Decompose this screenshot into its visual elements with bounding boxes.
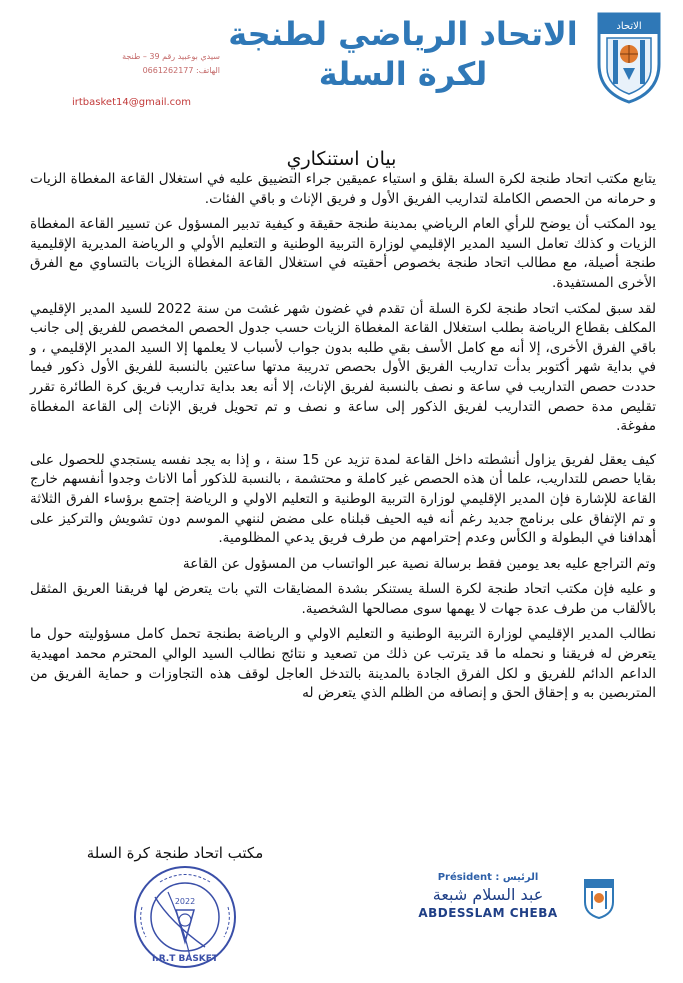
paragraph: وتم التراجع عليه بعد يومين فقط برسالة نصية عبر الواتساب من المسؤول عن القاعة — [182, 555, 656, 572]
stamp-text: I.R.T BASKET — [151, 954, 219, 964]
paragraph: نطالب المدير الإقليمي لوزارة التربية الوطنية و التعليم الاولي و الرياضة بطنجة تحمل كامل مسؤوليته حول ما يتعرض له فريقنا و نحمله ما قد يترتب عن ذلك من تصعيد و نتائج نطالب السيد الوالي المحترم محمد امهيدية الداعم الدائم للفريق و لكل الفرق الجادة بالمدينة بالتدخل العاجل لوقف هذه التجاوزات و حماية الفريق من المتربصين به و إحقاق الحق و إنصافه من الظلم الذي يتعرض له — [30, 626, 656, 702]
email-text: irtbasket14@gmail.com — [72, 97, 192, 108]
contact-block — [70, 50, 220, 78]
president-signature — [393, 872, 583, 920]
paragraph: يتابع مكتب اتحاد طنجة لكرة السلة بقلق و استياء عميقين جراء التضييق عليه في استغلال القاعة المغطاة الزيات و حرمانه من الحصص الكاملة لتداريب الفريق الأول و فريق الإناث و باقي الفئات. — [30, 171, 656, 207]
phone-text: الهاتف: 0661262177 — [142, 66, 220, 75]
paragraph: و عليه فإن مكتب اتحاد طنجة لكرة السلة يستنكر بشدة المضايقات التي بات يتعرض لها فريقنا العريق المثقل بالألقاب من طرف عدة جهات لا يهمها سوى مصالحها الشخصية. — [30, 581, 656, 617]
document-body — [30, 170, 656, 710]
organization-name — [223, 14, 583, 94]
paragraph: يود المكتب أن يوضح للرأي العام الرياضي بمدينة طنجة حقيقة و كيفية تدبير المسؤول عن تسيير القاعة المغطاة الزيات و كذلك تعامل السيد المدير الإقليمي لوزارة التربية الوطنية و التعليم الأولي و الرياضة المديرية الإقليمية طنجة أصيلة، مع مطالب اتحاد طنجة بخصوص أحقيته في استغلال القاعة المغطاة الزيات بالتساوي مع الفرق الأخرى المستفيدة. — [30, 216, 656, 291]
stamp-year: 2022 — [174, 897, 196, 906]
document-title: بيان استنكاري — [286, 148, 397, 170]
president-label: Président : الرئيس — [437, 872, 539, 883]
president-name-arabic: عبد السلام شبعة — [432, 885, 544, 904]
paragraph: كيف يعقل لفريق يزاول أنشطته داخل القاعة لمدة تزيد عن 15 سنة ، و إذا به يجد نفسه يستجدي للحصول على بقايا حصص للتداريب، علما أن هذه الحصص غير كاملة و محتشمة ، بالنسبة للذكور أما الاناث وجدوا أنفسهم خارج القاعة للإشارة فإن المدير الإقليمي لوزارة التربية الوطنية و التعليم الاولي و الرياضة إجتمع برؤساء الفرق الثلاثة و تم الإتفاق على برنامج جديد رغم أنه فيه الحيف قبلناه على مضض لننهي الموسم دون تشويش والتركيز على أهدافنا في البطولة و الكأس وعدم إحترامهم من طرف فريق يدعي المظلومية. — [30, 451, 656, 547]
org-name-line2: لكرة السلة — [318, 55, 488, 93]
official-stamp — [130, 862, 240, 972]
address-text: سيدي بوعبيد رقم 39 – طنجة — [122, 52, 220, 61]
president-name-latin: ABDESSLAM CHEBA — [418, 906, 558, 920]
org-name-line1: الاتحاد الرياضي لطنجة — [228, 15, 578, 53]
president-club-logo — [583, 878, 615, 920]
paragraph: لقد سبق لمكتب اتحاد طنجة لكرة السلة أن تقدم في غضون شهر غشت من سنة 2022 للسيد المدير الإقليمي المكلف بقطاع الرياضة بطلب استغلال القاعة المغطاة الزيات حسب جدول الحصص المخصص للفريق إلى جانب باقي الفرق الأخرى، إلا أنه مع كامل الأسف بقي طلبه بدون جواب لأسباب لا يعلمها إلا السيد المدير الإقليمي ، و في بداية شهر أكتوبر بدأت تداريب الفريق الأول بحصص تدريبة مدتها ساعتين بالنسبة للفريق الأول ذكور فيما حددت حصص التداريب في ساعة و نصف بالنسبة لفريق الإناث، إلا أنه بعد بداية تداريب فريق كرة الطائرة تقرر تقليص مدة حصص التداريب لفريق الذكور إلى ساعة و نصف و تم تحويل فريق الإناث إلى القاعة المغطاة مفوغة. — [30, 300, 656, 435]
logo-text: الاتحاد — [616, 21, 642, 32]
office-signature-label: مكتب اتحاد طنجة كرة السلة — [86, 844, 264, 862]
club-logo — [593, 8, 665, 104]
